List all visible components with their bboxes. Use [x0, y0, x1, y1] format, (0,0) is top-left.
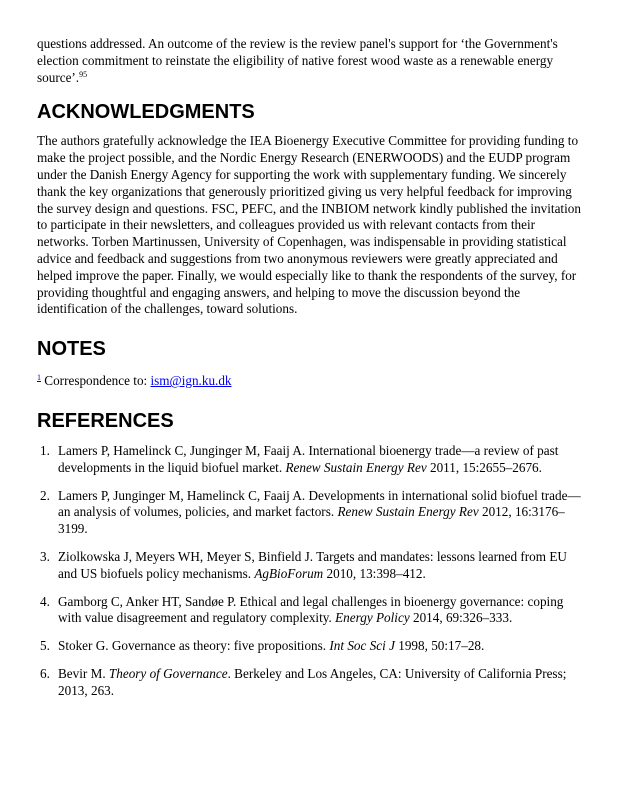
reference-journal: Renew Sustain Energy Rev	[285, 459, 427, 475]
note-item	[37, 373, 582, 390]
paper-page	[37, 0, 582, 711]
reference-journal: Theory of Governance	[108, 665, 228, 681]
reference-number: 3.	[40, 548, 50, 564]
footnote-ref-95[interactable]: 95	[79, 69, 88, 79]
reference-item	[37, 443, 582, 477]
reference-text: Gamborg C, Anker HT, Sandøe P. Ethical and legal challenges in bioenergy governance: coping with value disagreement and regulatory complexity.	[58, 593, 564, 626]
reference-number: 2.	[40, 487, 50, 503]
reference-text: Stoker G. Governance as theory: five propositions.	[58, 638, 330, 654]
correspondence-email-link[interactable]: ism@ign.ku.dk	[150, 373, 232, 389]
intro-paragraph	[37, 0, 582, 86]
reference-text: Lamers P, Hamelinck C, Junginger M, Faaij A. International bioenergy trade—a review of past developments in the liquid biofuel market.	[58, 442, 559, 475]
notes-heading: NOTES	[37, 338, 106, 361]
reference-number: 6.	[40, 665, 50, 681]
reference-item	[37, 549, 582, 583]
reference-details: 2010, 13:398–412.	[323, 565, 426, 581]
reference-text: Lamers P, Junginger M, Hamelinck C, Faaij A. Developments in international solid biofuel trade—an analysis of volumes, policies, and market factors.	[58, 487, 581, 520]
reference-number: 5.	[40, 638, 50, 654]
reference-text: Bevir M.	[58, 665, 109, 681]
reference-number: 4.	[40, 593, 50, 609]
reference-details: 2012, 16:3176–3199.	[58, 504, 565, 537]
reference-details: 2011, 15:2655–2676.	[426, 459, 542, 475]
reference-item	[37, 638, 582, 655]
reference-item	[37, 488, 582, 538]
reference-journal: AgBioForum	[254, 565, 324, 581]
intro-text: questions addressed. An outcome of the review is the review panel's support for ‘the Government's election commitment to reinstate the eligibility of native forest wood waste as a renewable energy source’.	[37, 36, 558, 85]
references-heading: REFERENCES	[37, 409, 174, 432]
reference-details: 2014, 69:326–333.	[409, 610, 513, 626]
reference-journal: Int Soc Sci J	[329, 638, 395, 654]
reference-details: . Berkeley and Los Angeles, CA: University of California Press; 2013, 263.	[58, 665, 567, 698]
reference-journal: Energy Policy	[335, 610, 410, 626]
note-text: Correspondence to:	[44, 373, 151, 389]
reference-list	[37, 443, 582, 700]
note-marker[interactable]: 1	[37, 373, 41, 383]
reference-item	[37, 666, 582, 700]
reference-number: 1.	[40, 442, 50, 458]
reference-text: Ziolkowska J, Meyers WH, Meyer S, Binfield J. Targets and mandates: lessons learned from EU and US biofuels policy mechanisms.	[58, 548, 567, 581]
reference-journal: Renew Sustain Energy Rev	[337, 504, 479, 520]
reference-details: 1998, 50:17–28.	[394, 638, 485, 654]
reference-item	[37, 594, 582, 628]
acknowledgments-paragraph: The authors gratefully acknowledge the IEA Bioenergy Executive Committee for providing funding to make the project possible, and the Nordic Energy Research (ENERWOODS) and the EUDP program under the Danish Energy Agency for supporting the work with supplementary funding. We sincerely thank the key organizations that generously prioritized giving us very helpful feedback for improving the survey design and questions. FSC, PEFC, and the INBIOM network kindly published the invitation to participate in their newsletters, and colleagues provided us with relevant contacts from their networks. Torben Martinussen, University of Copenhagen, was indispensable in providing statistical advice and feedback and suggestions from two anonymous reviewers were greatly appreciated and helped improve the paper. Finally, we would especially like to thank the respondents of the survey, for providing thoughtful and engaging answers, and helping to move the discussion beyond the identification of the challenges, toward solutions.	[37, 133, 581, 317]
acknowledgments-heading: ACKNOWLEDGMENTS	[37, 101, 255, 124]
